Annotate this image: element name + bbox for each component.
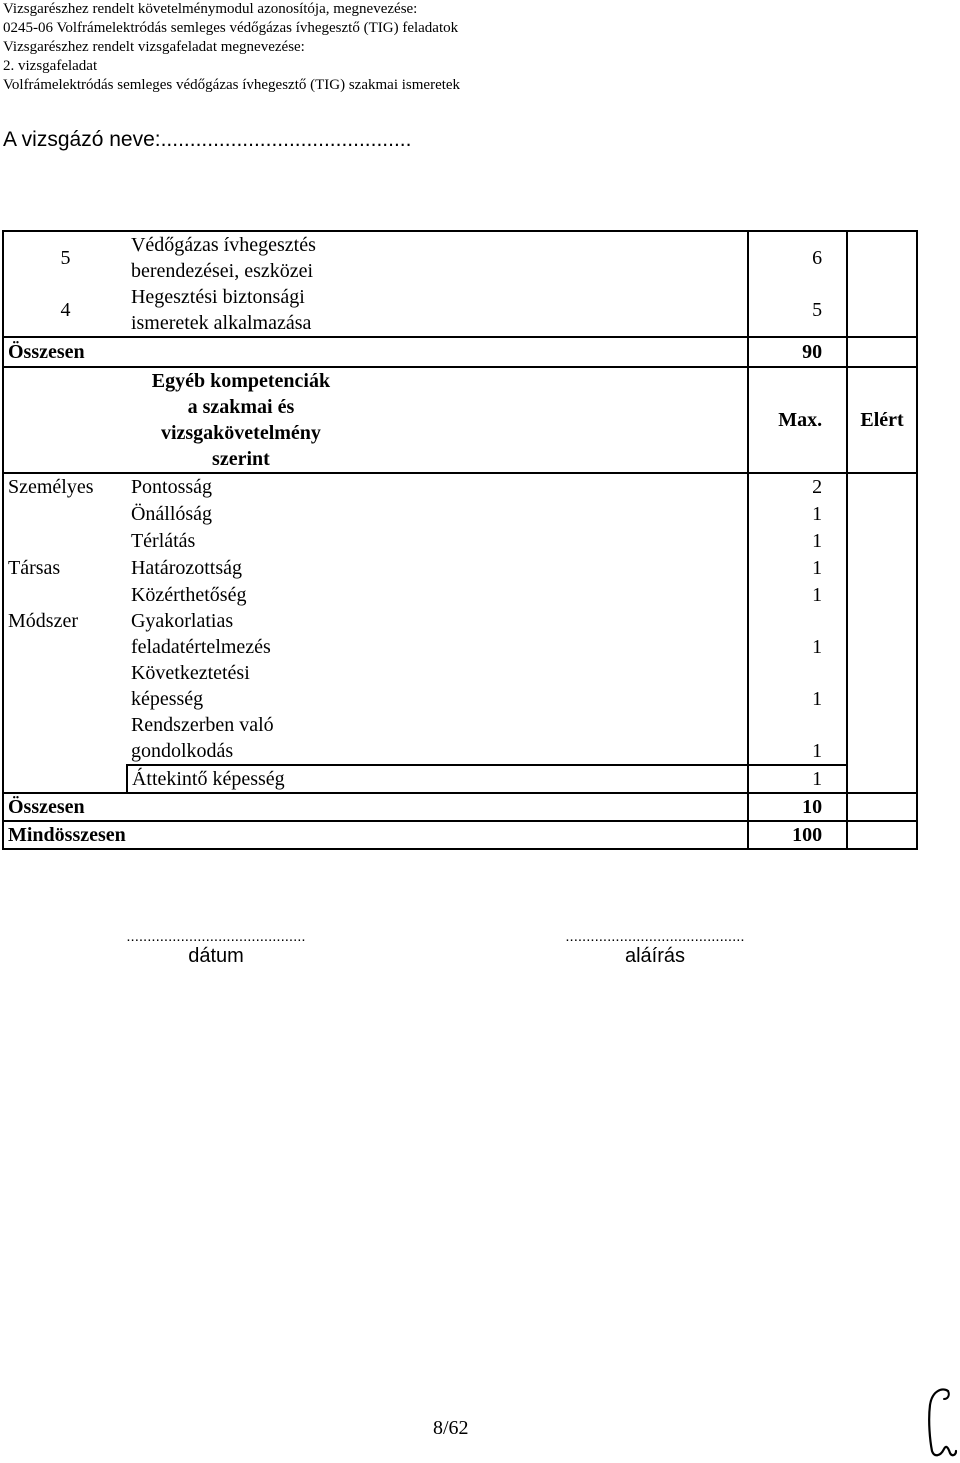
table-row — [3, 500, 917, 527]
section-heading-text — [141, 368, 341, 472]
item-number: 4 — [3, 284, 127, 337]
item-label: Határozottság — [130, 556, 243, 579]
publisher-logo-icon — [918, 1385, 958, 1459]
item-label-line: Rendszerben való — [130, 714, 274, 736]
item-max: 5 — [748, 284, 847, 337]
date-dots: ........................................... — [126, 928, 306, 945]
item-label — [127, 712, 748, 765]
table-row — [3, 660, 917, 712]
table-row — [3, 527, 917, 554]
item-label-line: ismeretek alkalmazása — [130, 312, 312, 334]
table-row — [3, 712, 917, 765]
subtotal-achieved[interactable] — [847, 337, 917, 367]
item-label-line: Következtetési — [130, 662, 250, 684]
score-table — [2, 230, 918, 850]
group-label-social: Társas — [3, 554, 127, 581]
item-max: 1 — [748, 660, 847, 712]
section-heading-line: szerint — [212, 448, 270, 470]
section-header-row — [3, 367, 917, 473]
item-max: 1 — [748, 554, 847, 581]
group-label-method: Módszer — [3, 608, 127, 660]
item-achieved[interactable] — [847, 284, 917, 337]
item-achieved[interactable] — [847, 608, 917, 660]
item-label — [127, 284, 748, 337]
item-achieved[interactable] — [847, 500, 917, 527]
max-column-header: Max. — [748, 367, 847, 473]
item-max: 1 — [748, 527, 847, 554]
item-label-line: gondolkodás — [130, 740, 234, 762]
item-max: 1 — [748, 765, 847, 793]
item-label-line: Hegesztési biztonsági — [130, 286, 305, 308]
examinee-name-field[interactable]: A vizsgázó neve:........................................... — [3, 128, 412, 151]
signature-dots: ........................................... — [565, 928, 745, 945]
subtotal-achieved[interactable] — [847, 793, 917, 821]
item-achieved[interactable] — [847, 660, 917, 712]
item-label-line: Gyakorlatias — [130, 610, 234, 632]
section-heading — [127, 367, 748, 473]
section-heading-line: Egyéb kompetenciák — [151, 370, 331, 392]
signature-field[interactable] — [524, 928, 786, 968]
subtotal-row — [3, 337, 917, 367]
header-task-name: Volfrámelektródás semleges védőgázas ívhegesztő (TIG) szakmai ismeretek — [3, 77, 461, 93]
item-label: Pontosság — [127, 473, 748, 500]
grand-total-achieved[interactable] — [847, 821, 917, 849]
table-row — [3, 284, 917, 337]
item-max: 1 — [748, 581, 847, 608]
section-heading-line: vizsgakövetelmény — [160, 422, 321, 444]
grand-total-value: 100 — [748, 821, 847, 849]
subtotal-row — [3, 793, 917, 821]
subtotal-label: Összesen — [3, 793, 748, 821]
item-number: 5 — [3, 231, 127, 284]
subtotal-value: 90 — [748, 337, 847, 367]
item-achieved[interactable] — [847, 527, 917, 554]
date-field[interactable] — [86, 928, 346, 968]
page-number: 8/62 — [433, 1417, 469, 1439]
table-row — [3, 608, 917, 660]
header-task-number: 2. vizsgafeladat — [3, 58, 98, 74]
item-label: Térlátás — [130, 529, 196, 552]
item-max: 6 — [748, 231, 847, 284]
item-label: Önállóság — [130, 502, 213, 525]
item-label — [127, 660, 748, 712]
date-label: dátum — [188, 945, 244, 967]
item-label: Közérthetőség — [130, 583, 247, 606]
item-achieved[interactable] — [847, 231, 917, 284]
document-header — [3, 0, 460, 95]
item-max: 2 — [748, 473, 847, 500]
item-max: 1 — [748, 500, 847, 527]
table-row — [3, 554, 917, 581]
grand-total-row — [3, 821, 917, 849]
item-achieved[interactable] — [847, 554, 917, 581]
table-row — [3, 765, 917, 793]
item-label: Áttekintő képesség — [127, 765, 748, 793]
item-label-line: feladatértelmezés — [130, 636, 271, 658]
grand-total-label: Mindösszesen — [3, 821, 748, 849]
group-label-personal: Személyes — [3, 473, 127, 500]
achieved-column-header: Elért — [847, 367, 917, 473]
table-row — [3, 581, 917, 608]
subtotal-label: Összesen — [3, 337, 748, 367]
item-max: 1 — [748, 712, 847, 765]
item-max: 1 — [748, 608, 847, 660]
table-row — [3, 473, 917, 500]
item-label — [127, 608, 748, 660]
header-module-name: 0245-06 Volfrámelektródás semleges védőgázas ívhegesztő (TIG) feladatok — [3, 20, 459, 36]
signature-label: aláírás — [624, 945, 686, 967]
header-module-label: Vizsgarészhez rendelt követelménymodul azonosítója, megnevezése: — [3, 1, 418, 17]
subtotal-value: 10 — [748, 793, 847, 821]
item-achieved[interactable] — [847, 581, 917, 608]
item-label — [127, 231, 748, 284]
item-label-line: Védőgázas ívhegesztés — [130, 234, 316, 256]
table-row — [3, 231, 917, 284]
item-achieved[interactable] — [847, 712, 917, 765]
item-achieved[interactable] — [847, 765, 917, 793]
section-heading-line: a szakmai és — [187, 396, 295, 418]
item-label-line: képesség — [130, 688, 204, 710]
item-label-line: berendezései, eszközei — [130, 260, 314, 282]
item-achieved[interactable] — [847, 473, 917, 500]
header-task-label: Vizsgarészhez rendelt vizsgafeladat megnevezése: — [3, 39, 305, 55]
